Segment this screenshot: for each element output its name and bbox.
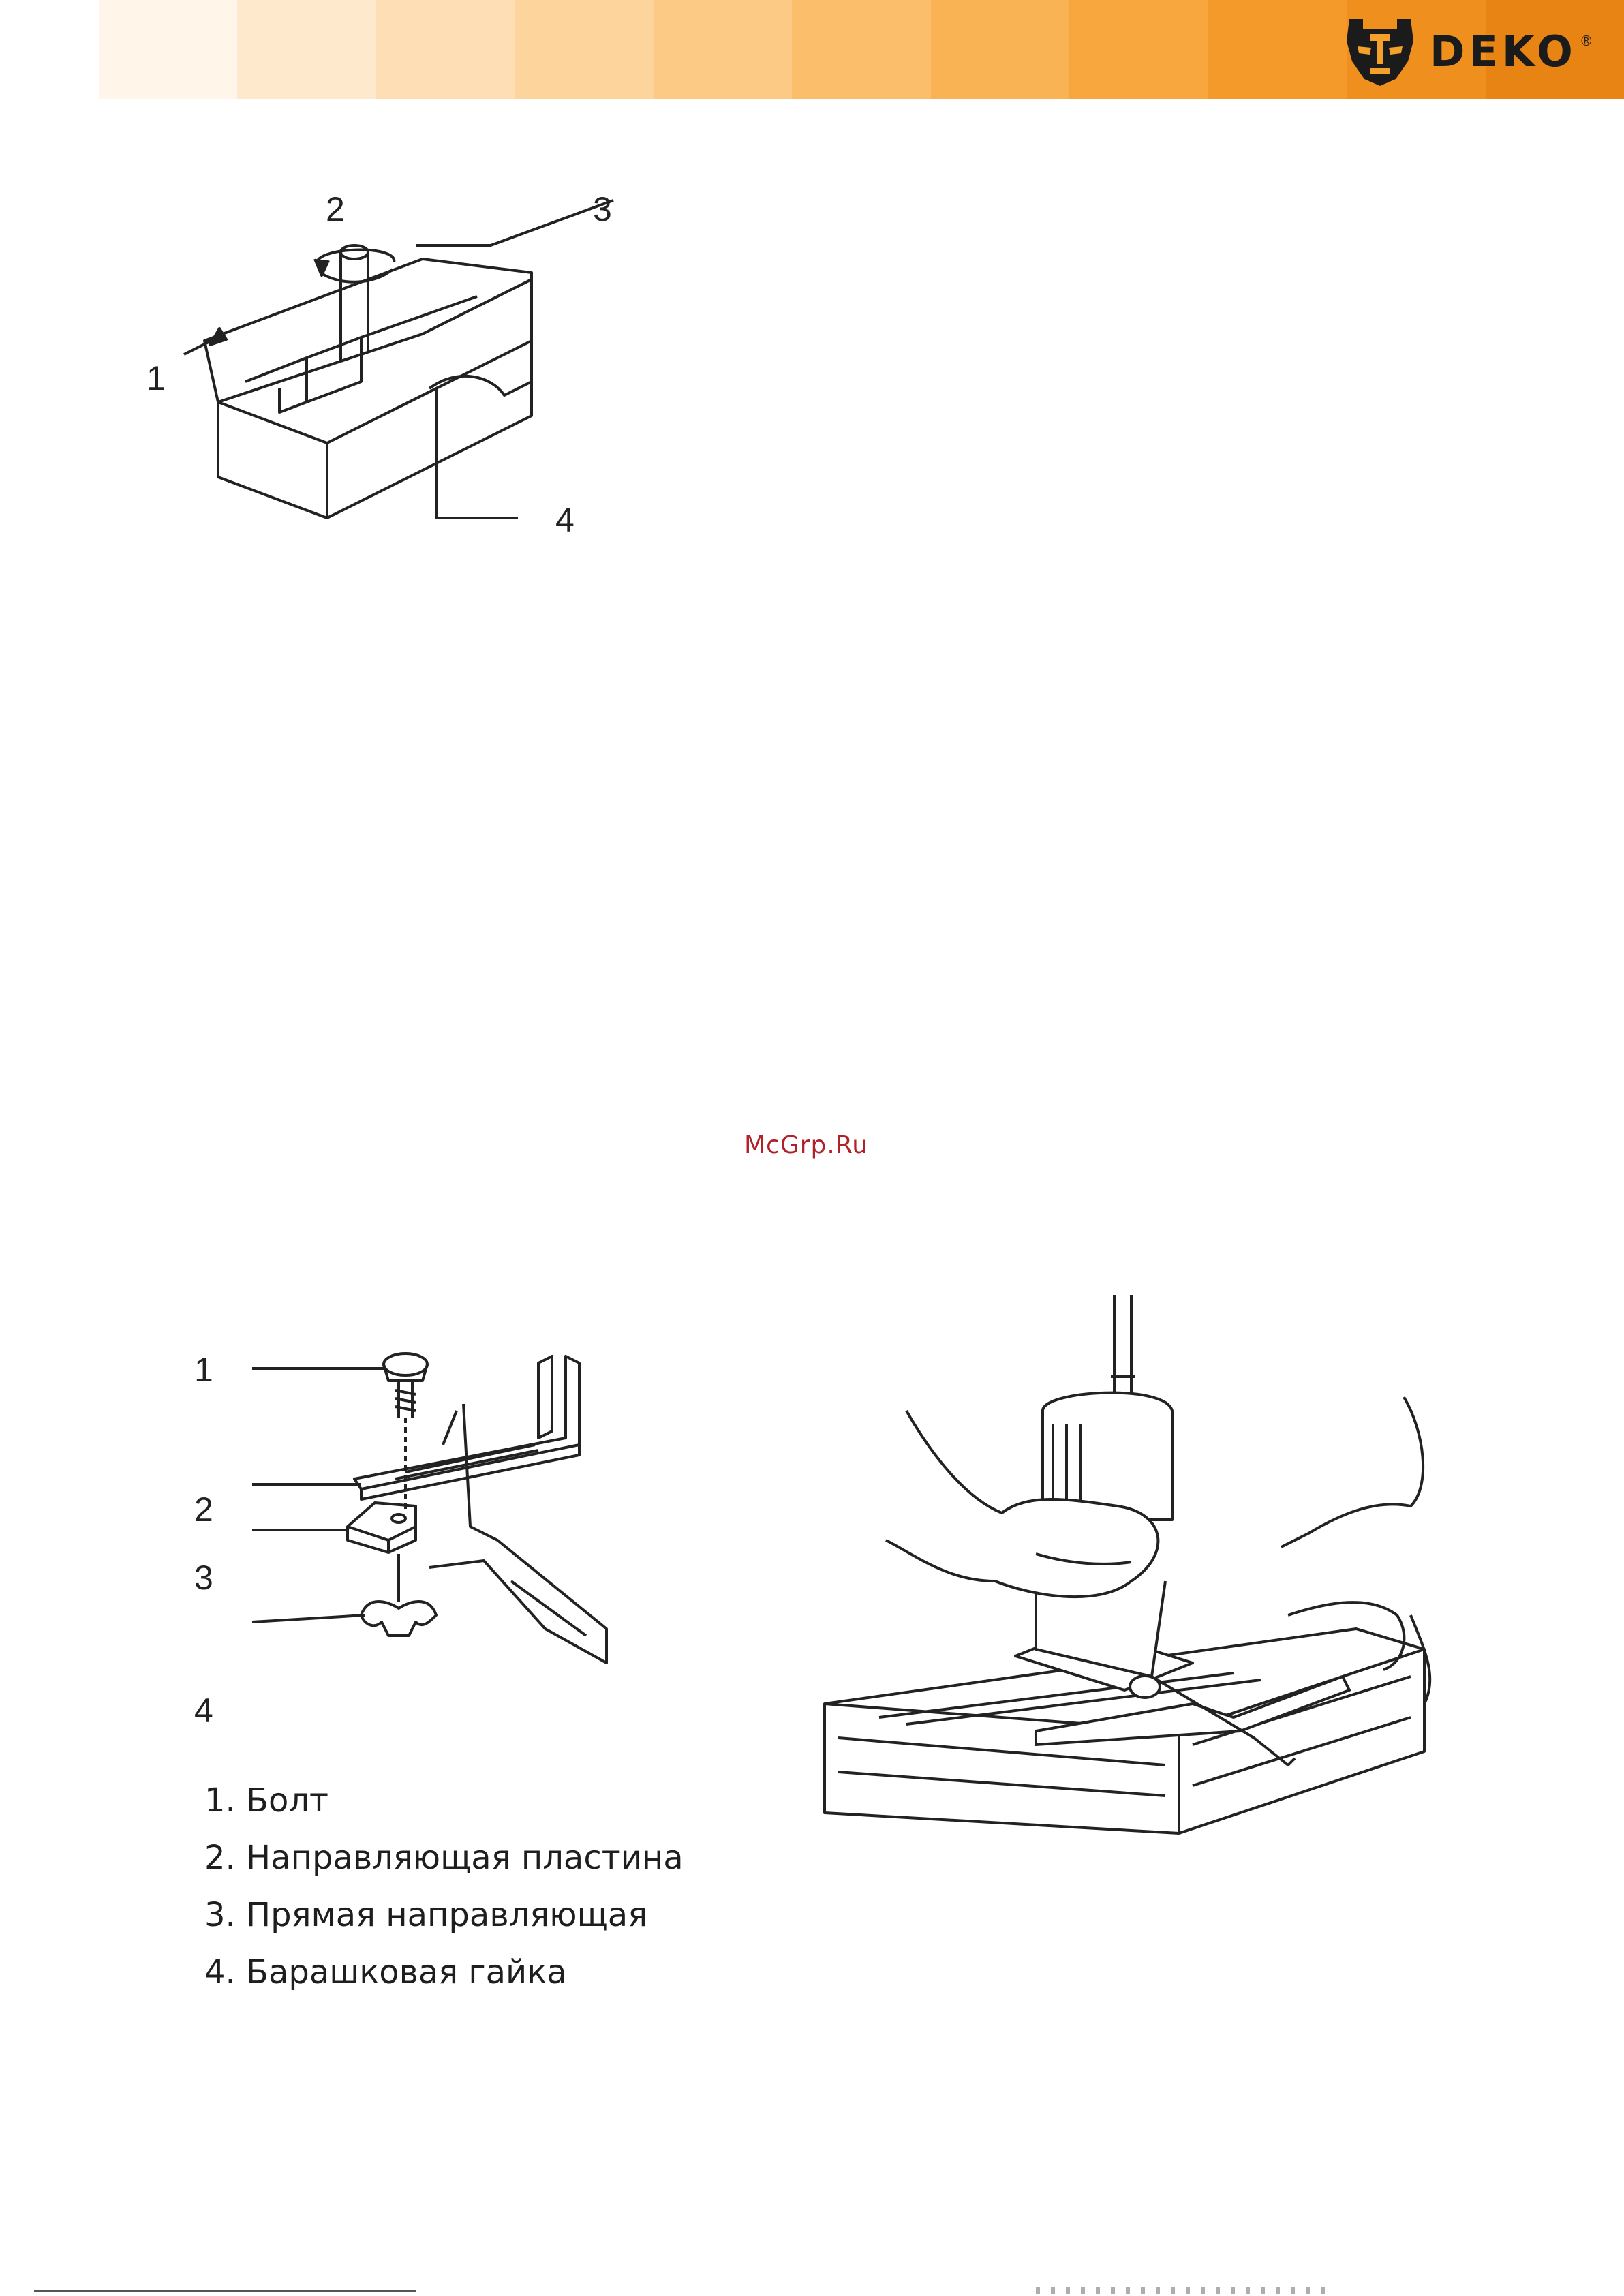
legend-item: 1. Болт xyxy=(204,1781,328,1820)
parts-legend xyxy=(204,1772,684,2001)
header-band-segment xyxy=(99,0,237,99)
registered-mark: ® xyxy=(1579,33,1593,49)
legend-item: 4. Барашковая гайка xyxy=(204,1953,567,1991)
callout-1: 1 xyxy=(147,359,166,397)
guide-callout-1: 1 xyxy=(194,1351,213,1389)
figure-router-usage xyxy=(811,1295,1438,1840)
header-band-segment xyxy=(931,0,1069,99)
header-band-segment xyxy=(1208,0,1347,99)
figure-groove-block xyxy=(136,177,654,559)
helmet-shield-icon xyxy=(1343,14,1418,89)
header-band-segment xyxy=(376,0,515,99)
header-band-segment xyxy=(654,0,792,99)
guide-callout-3: 3 xyxy=(194,1559,213,1597)
header-band-segment xyxy=(1069,0,1208,99)
header-band-segment xyxy=(237,0,376,99)
brand-logo xyxy=(1343,14,1593,89)
watermark: McGrp.Ru xyxy=(744,1131,869,1159)
footer-marks xyxy=(1036,2287,1329,2294)
callout-3: 3 xyxy=(593,190,612,228)
guide-callout-2: 2 xyxy=(194,1490,213,1529)
header-band-segment xyxy=(792,0,930,99)
legend-item: 2. Направляющая пластина xyxy=(204,1839,684,1877)
legend-item: 3. Прямая направляющая xyxy=(204,1896,648,1934)
callout-4: 4 xyxy=(555,501,574,539)
guide-callout-4: 4 xyxy=(194,1692,213,1730)
header-band-segment xyxy=(515,0,653,99)
figure-straight-guide xyxy=(225,1336,661,1745)
brand-name: DEKO xyxy=(1430,26,1577,76)
callout-2: 2 xyxy=(326,190,345,228)
footer-rule xyxy=(34,2290,416,2292)
